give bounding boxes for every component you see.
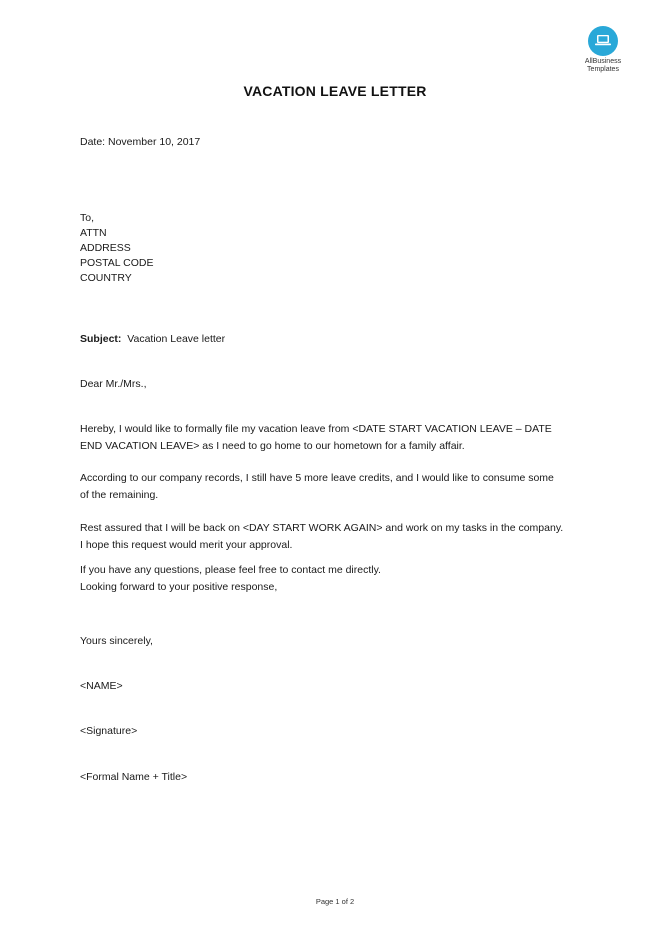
paragraph-return [80, 520, 600, 554]
paragraph-line: Rest assured that I will be back on <DAY START WORK AGAIN> and work on my tasks in the company. [80, 522, 564, 534]
subject-text: Vacation Leave letter [127, 333, 226, 345]
paragraph-line: If you have any questions, please feel free to contact me directly. [80, 564, 381, 576]
salutation: Dear Mr./Mrs., [80, 378, 147, 390]
paragraph-contact [80, 562, 600, 596]
address-attn: ATTN [80, 227, 107, 239]
logo-line-1: AllBusiness [584, 58, 622, 65]
signature: <Signature> [80, 725, 138, 737]
paragraph-line: Hereby, I would like to formally file my vacation leave from <DATE START VACATION LEAVE – DATE [80, 423, 552, 435]
logo-line-2: Templates [587, 66, 619, 73]
address-line: ADDRESS [80, 242, 131, 254]
address-country: COUNTRY [80, 272, 132, 284]
letter-date: Date: November 10, 2017 [80, 136, 201, 148]
formal-name-title: <Formal Name + Title> [80, 771, 188, 783]
sender-name: <NAME> [80, 680, 123, 692]
subject-label: Subject: [80, 333, 122, 345]
paragraph-leave-credits [80, 470, 600, 504]
address-to: To, [80, 212, 95, 224]
address-postal-code: POSTAL CODE [80, 257, 154, 269]
paragraph-line: END VACATION LEAVE> as I need to go home to our hometown for a family affair. [80, 440, 465, 452]
paragraph-line: According to our company records, I still have 5 more leave credits, and I would like to consume some [80, 472, 554, 484]
paragraph-line: Looking forward to your positive response, [80, 581, 278, 593]
paragraph-line: I hope this request would merit your approval. [80, 539, 293, 551]
company-logo [570, 26, 636, 74]
paragraph-line: of the remaining. [80, 489, 159, 501]
logo-text [570, 58, 636, 74]
paragraph-request [80, 421, 600, 455]
page-number: Page 1 of 2 [315, 897, 355, 906]
closing: Yours sincerely, [80, 635, 153, 647]
subject-line [80, 332, 225, 347]
laptop-icon [588, 26, 618, 56]
letter-title: VACATION LEAVE LETTER [243, 83, 427, 99]
